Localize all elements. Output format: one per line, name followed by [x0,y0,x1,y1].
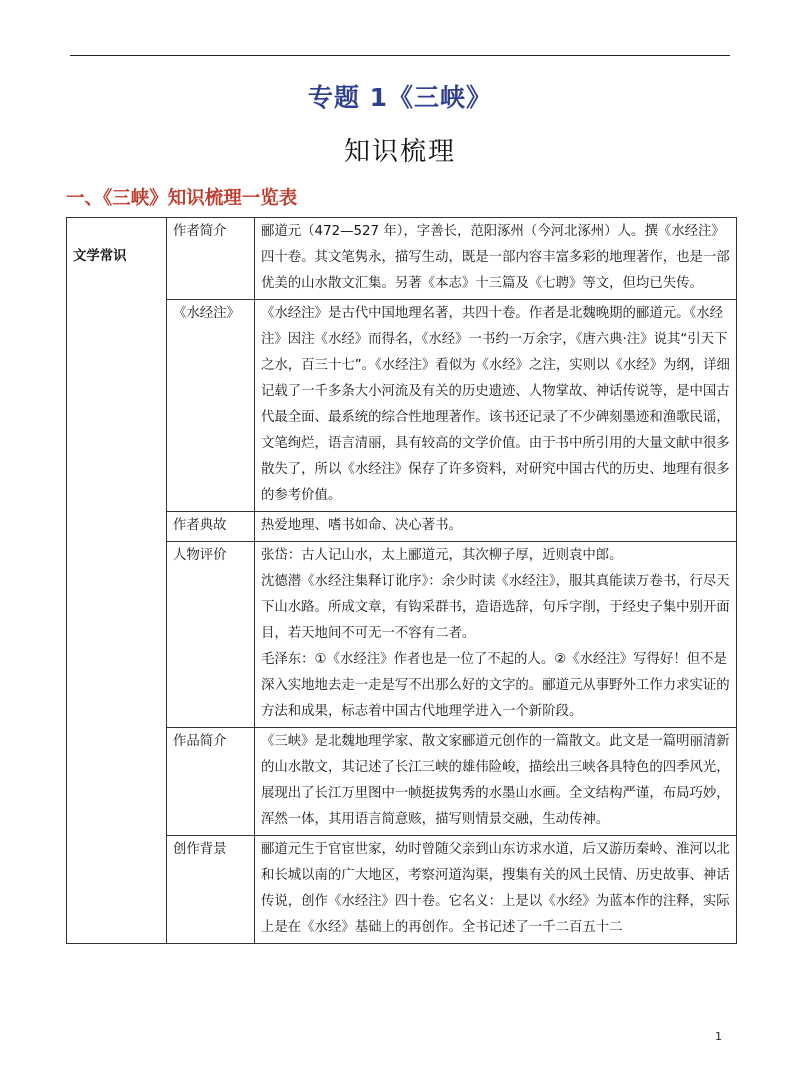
category-cell: 文学常识 [67,218,167,944]
row-label: 《水经注》 [167,300,255,512]
page-number: 1 [715,1030,722,1043]
row-content [255,542,737,728]
top-rule [70,55,730,56]
row-content: 热爱地理、嗜书如命、决心著书。 [255,512,737,542]
table-row [67,512,737,542]
page-title: 专题 1《三峡》 [307,83,493,112]
section-heading: 一、《三峡》知识梳理一览表 [66,188,298,209]
evaluation-paragraph: 毛泽东：①《水经注》作者也是一位了不起的人。②《水经注》写得好！但不是深入实地地去走一走是写不出那么好的文字的。郦道元从事野外工作力求实证的方法和成果，标志着中国古代地理学进入一个新阶段。 [261,652,730,719]
evaluation-paragraph: 张岱：古人记山水，太上郦道元，其次柳子厚，近则袁中郎。 [261,548,623,563]
row-label: 作者简介 [167,218,255,300]
row-content: 《三峡》是北魏地理学家、散文家郦道元创作的一篇散文。此文是一篇明丽清新的山水散文，其记述了长江三峡的雄伟险峻，描绘出三峡各具特色的四季风光，展现出了长江万里图中一帧挺拔隽秀的水墨山水画。全文结构严谨，布局巧妙，浑然一体，其用语言简意赅，描写则情景交融，生动传神。 [255,728,737,836]
table-row [67,542,737,728]
knowledge-table [66,217,737,944]
table-row [67,300,737,512]
row-label: 创作背景 [167,836,255,944]
table-row [67,836,737,944]
table-row [67,218,737,300]
page-subtitle: 知识梳理 [343,137,456,167]
row-label: 作者典故 [167,512,255,542]
row-label: 作品简介 [167,728,255,836]
evaluation-paragraph: 沈德潜《水经注集释订讹序》：余少时读《水经注》，服其真能读万卷书，行尽天下山水路。所成文章，有钩采群书，造语选辞，句斥字削，于经史子集中别开面目，若天地间不可无一不容有二者。 [261,574,730,641]
row-label: 人物评价 [167,542,255,728]
row-content: 《水经注》是古代中国地理名著，共四十卷。作者是北魏晚期的郦道元。《水经注》因注《水经》而得名，《水经》一书约一万余字，《唐六典·注》说其“引天下之水，百三十七”。《水经注》看似为《水经》之注，实则以《水经》为纲，详细记载了一千多条大小河流及有关的历史遗迹、人物掌故、神话传说等，是中国古代最全面、最系统的综合性地理著作。该书还记录了不少碑刻墨迹和渔歌民谣，文笔绚烂，语言清丽，具有较高的文学价值。由于书中所引用的大量文献中很多散失了，所以《水经注》保存了许多资料，对研究中国古代的历史、地理有很多的参考价值。 [255,300,737,512]
table-row [67,728,737,836]
row-content: 郦道元（472—527 年），字善长，范阳涿州（今河北涿州）人。撰《水经注》四十卷。其文笔隽永，描写生动，既是一部内容丰富多彩的地理著作，也是一部优美的山水散文汇集。另著《本志》十三篇及《七聘》等文，但均已失传。 [255,218,737,300]
row-content: 郦道元生于官宦世家，幼时曾随父亲到山东访求水道，后又游历秦岭、淮河以北和长城以南的广大地区，考察河道沟渠，搜集有关的风土民情、历史故事、神话传说，创作《水经注》四十卷。它名义：上是以《水经》为蓝本作的注释，实际上是在《水经》基础上的再创作。全书记述了一千二百五十二 [255,836,737,944]
